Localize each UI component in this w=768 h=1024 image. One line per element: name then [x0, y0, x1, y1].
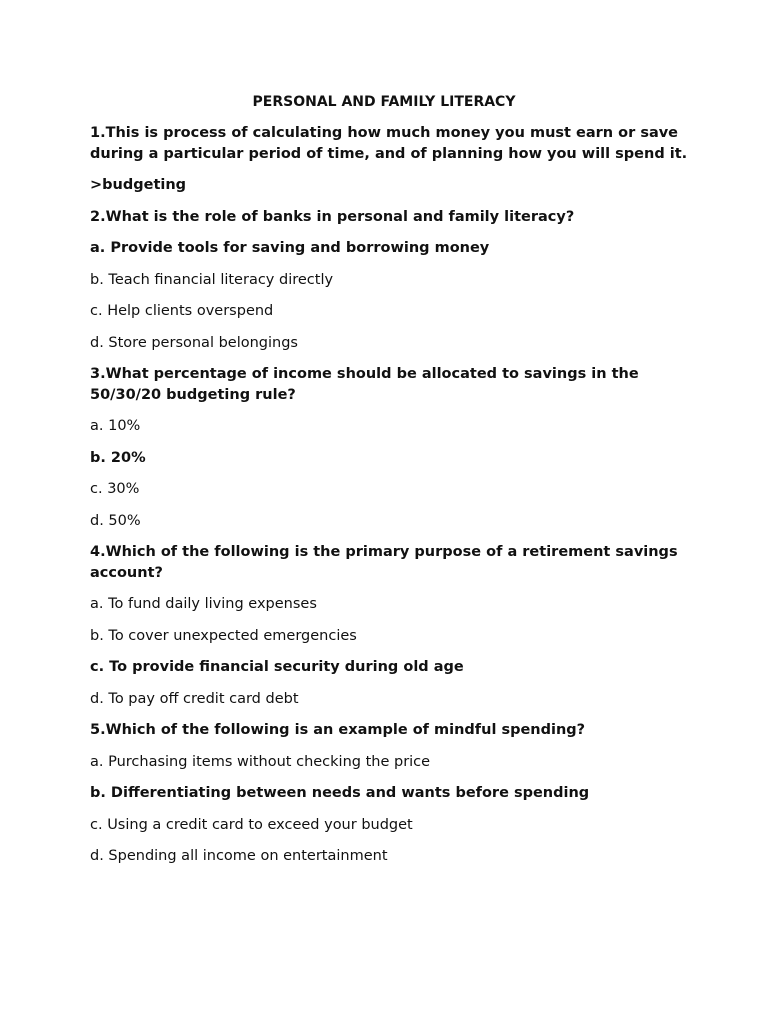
option-4a: a. To fund daily living expenses	[90, 596, 317, 612]
option-3d: d. 50%	[90, 512, 141, 529]
option-2d: d. Store personal belongings	[90, 334, 298, 351]
option-3a: a. 10%	[90, 418, 141, 434]
option-2a: a. Provide tools for saving and borrowing money	[90, 240, 490, 256]
question-1: 1.This is process of calculating how much money you must earn or save during a particular period of time, and of planning how you will spend it.	[90, 125, 688, 162]
option-5b: b. Differentiating between needs and wants before spending	[90, 785, 590, 801]
option-5c: c. Using a credit card to exceed your budget	[90, 816, 413, 833]
question-2: 2.What is the role of banks in personal and family literacy?	[90, 208, 575, 225]
answer-1: >budgeting	[90, 177, 187, 193]
option-5a: a. Purchasing items without checking the price	[90, 753, 431, 770]
option-4b: b. To cover unexpected emergencies	[90, 627, 357, 644]
option-4c: c. To provide financial security during old age	[90, 659, 464, 675]
option-3c: c. 30%	[90, 481, 140, 497]
document-title: PERSONAL AND FAMILY LITERACY	[252, 94, 516, 110]
question-3: 3.What percentage of income should be allocated to savings in the 50/30/20 budgeting rule?	[90, 366, 639, 403]
question-4: 4.Which of the following is the primary purpose of a retirement savings account?	[90, 544, 678, 581]
option-2b: b. Teach financial literacy directly	[90, 271, 334, 288]
option-2c: c. Help clients overspend	[90, 303, 274, 319]
option-5d: d. Spending all income on entertainment	[90, 848, 388, 864]
question-5: 5.Which of the following is an example of mindful spending?	[90, 722, 586, 738]
option-3b: b. 20%	[90, 449, 146, 466]
option-4d: d. To pay off credit card debt	[90, 690, 299, 707]
document-body	[90, 123, 690, 878]
